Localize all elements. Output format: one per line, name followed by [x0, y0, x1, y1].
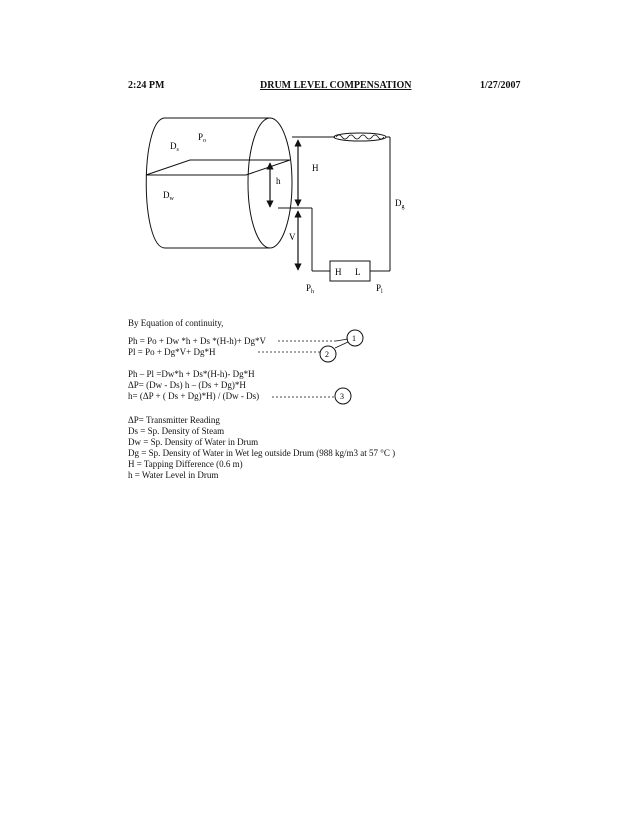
transmitter-label-h: H [335, 267, 342, 277]
label-dw: $D_w$ [163, 190, 174, 202]
label-H: H [312, 163, 319, 173]
legend-dw: Dw = Sp. Density of Water in Drum [128, 437, 259, 447]
label-ds: $D_s$ [170, 141, 179, 153]
dash-line-1b [336, 339, 348, 341]
transmitter-label-l: L [355, 267, 361, 277]
page-title: DRUM LEVEL COMPENSATION [260, 80, 412, 91]
equation-4: ΔP= (Dw - Ds) h – (Ds + Dg)*H [128, 380, 246, 390]
label-dg: $D_g$ [395, 198, 405, 210]
legend-h: h = Water Level in Drum [128, 470, 219, 480]
header-date: 1/27/2007 [480, 80, 521, 91]
legend-ds: Ds = Sp. Density of Steam [128, 426, 225, 436]
legend-H: H = Tapping Difference (0.6 m) [128, 459, 243, 469]
equation-2: Pl = Po + Dg*V+ Dg*H [128, 347, 216, 357]
drum-outline [146, 118, 270, 248]
condensate-pot-coil [336, 135, 384, 139]
label-pl: $P_l$ [376, 283, 383, 295]
equation-5: h= (ΔP + ( Ds + Dg)*H) / (Dw - Ds) [128, 391, 260, 401]
label-po: $P_o$ [198, 132, 207, 144]
marker-1: 1 [352, 334, 356, 343]
label-ph: $P_h$ [306, 283, 315, 295]
marker-3: 3 [340, 392, 344, 401]
dash-line-2b [335, 342, 348, 348]
water-surface [146, 160, 290, 175]
label-h-small: h [276, 176, 281, 186]
header-time: 2:24 PM [128, 80, 165, 91]
equations-intro: By Equation of continuity, [128, 318, 224, 328]
label-V: V [289, 232, 296, 242]
legend-dp: ΔP= Transmitter Reading [128, 415, 220, 425]
legend-dg: Dg = Sp. Density of Water in Wet leg outside Drum (988 kg/m3 at 57 °C ) [128, 448, 396, 458]
equation-3: Ph – Pl =Dw*h + Ds*(H-h)- Dg*H [128, 369, 255, 379]
equation-1: Ph = Po + Dw *h + Ds *(H-h)+ Dg*V [128, 336, 267, 346]
marker-2: 2 [325, 350, 329, 359]
